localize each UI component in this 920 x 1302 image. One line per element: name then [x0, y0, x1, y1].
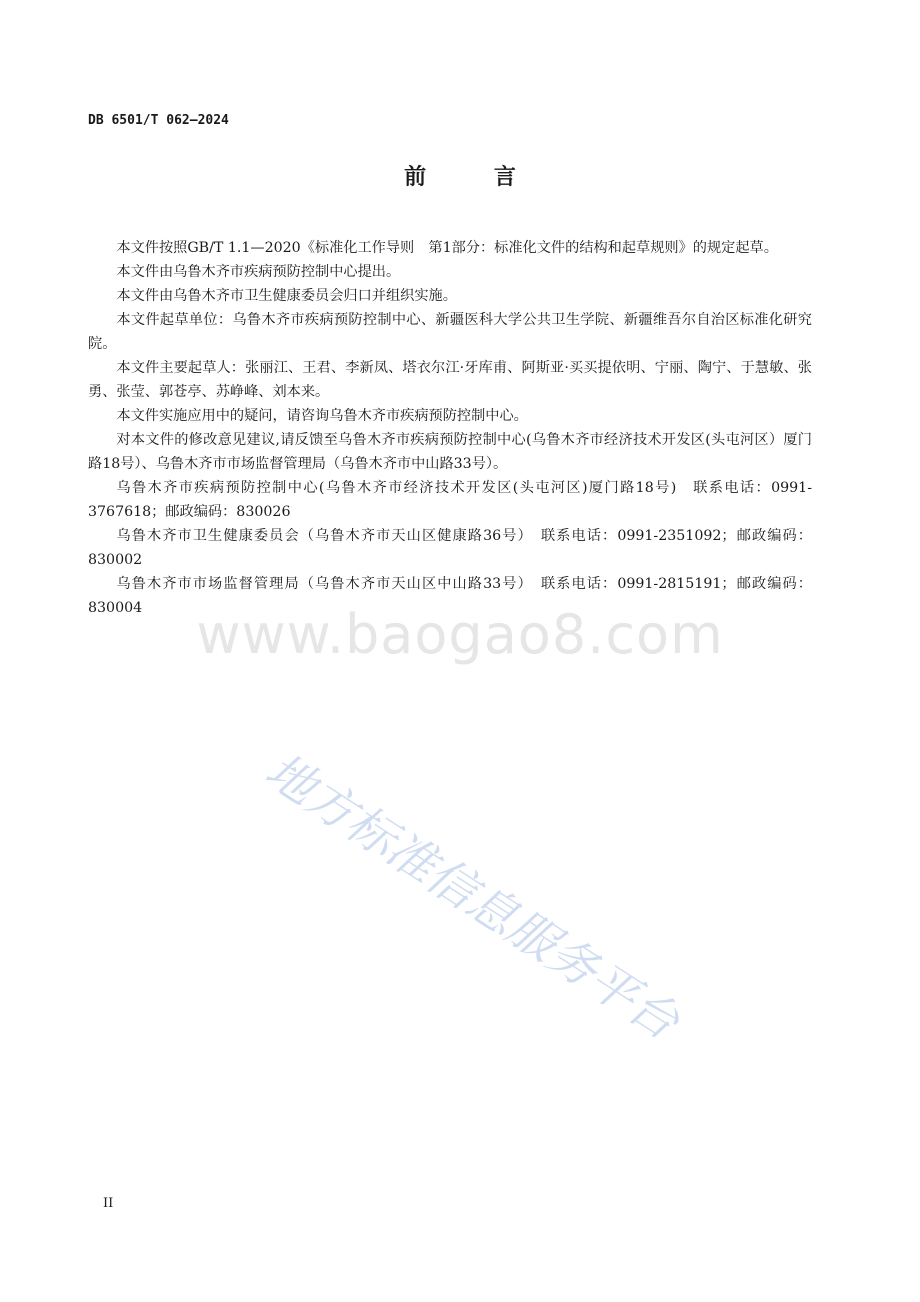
paragraph-contact-health-commission: 乌鲁木齐市卫生健康委员会（乌鲁木齐市天山区健康路36号） 联系电话：0991-2351092；邮政编码：830002: [88, 528, 812, 568]
paragraph-administrator: 本文件由乌鲁木齐市卫生健康委员会归口并组织实施。: [116, 288, 457, 304]
watermark-url: www.baogao8.com: [196, 603, 724, 666]
paragraph-contact-market-supervision: 乌鲁木齐市市场监督管理局（乌鲁木齐市天山区中山路33号） 联系电话：0991-2815191；邮政编码：830004: [88, 576, 812, 616]
paragraph-inquiry: 本文件实施应用中的疑问，请咨询乌鲁木齐市疾病预防控制中心。: [116, 408, 528, 424]
page-number: II: [103, 1196, 114, 1211]
paragraph-feedback: 对本文件的修改意见建议,请反馈至乌鲁木齐市疾病预防控制中心(乌鲁木齐市经济技术开发区(头屯河区）厦门路18号）、乌鲁木齐市市场监督管理局（乌鲁木齐市中山路33号）。: [88, 432, 812, 472]
paragraph-drafters: 本文件主要起草人：张丽江、王君、李新凤、塔衣尔江·牙库甫、阿斯亚·买买提依明、宁丽、陶宁、于慧敏、张勇、张莹、郭苍亭、苏峥峰、刘本来。: [88, 360, 812, 400]
preface-body: [88, 236, 812, 620]
page-title: 前 言: [404, 165, 546, 190]
standard-code: DB 6501/T 062—2024: [88, 113, 229, 128]
paragraph-drafting-units: 本文件起草单位：乌鲁木齐市疾病预防控制中心、新疆医科大学公共卫生学院、新疆维吾尔自治区标准化研究院。: [88, 312, 812, 352]
paragraph-proposer: 本文件由乌鲁木齐市疾病预防控制中心提出。: [116, 264, 401, 280]
paragraph-drafting-rules: 本文件按照GB/T 1.1—2020《标准化工作导则 第1部分：标准化文件的结构和起草规则》的规定起草。: [116, 240, 778, 256]
paragraph-contact-cdc: 乌鲁木齐市疾病预防控制中心(乌鲁木齐市经济技术开发区(头屯河区)厦门路18号) 联系电话：0991-3767618；邮政编码：830026: [88, 480, 812, 520]
watermark-platform: 地方标准信息服务平台: [255, 742, 689, 1051]
